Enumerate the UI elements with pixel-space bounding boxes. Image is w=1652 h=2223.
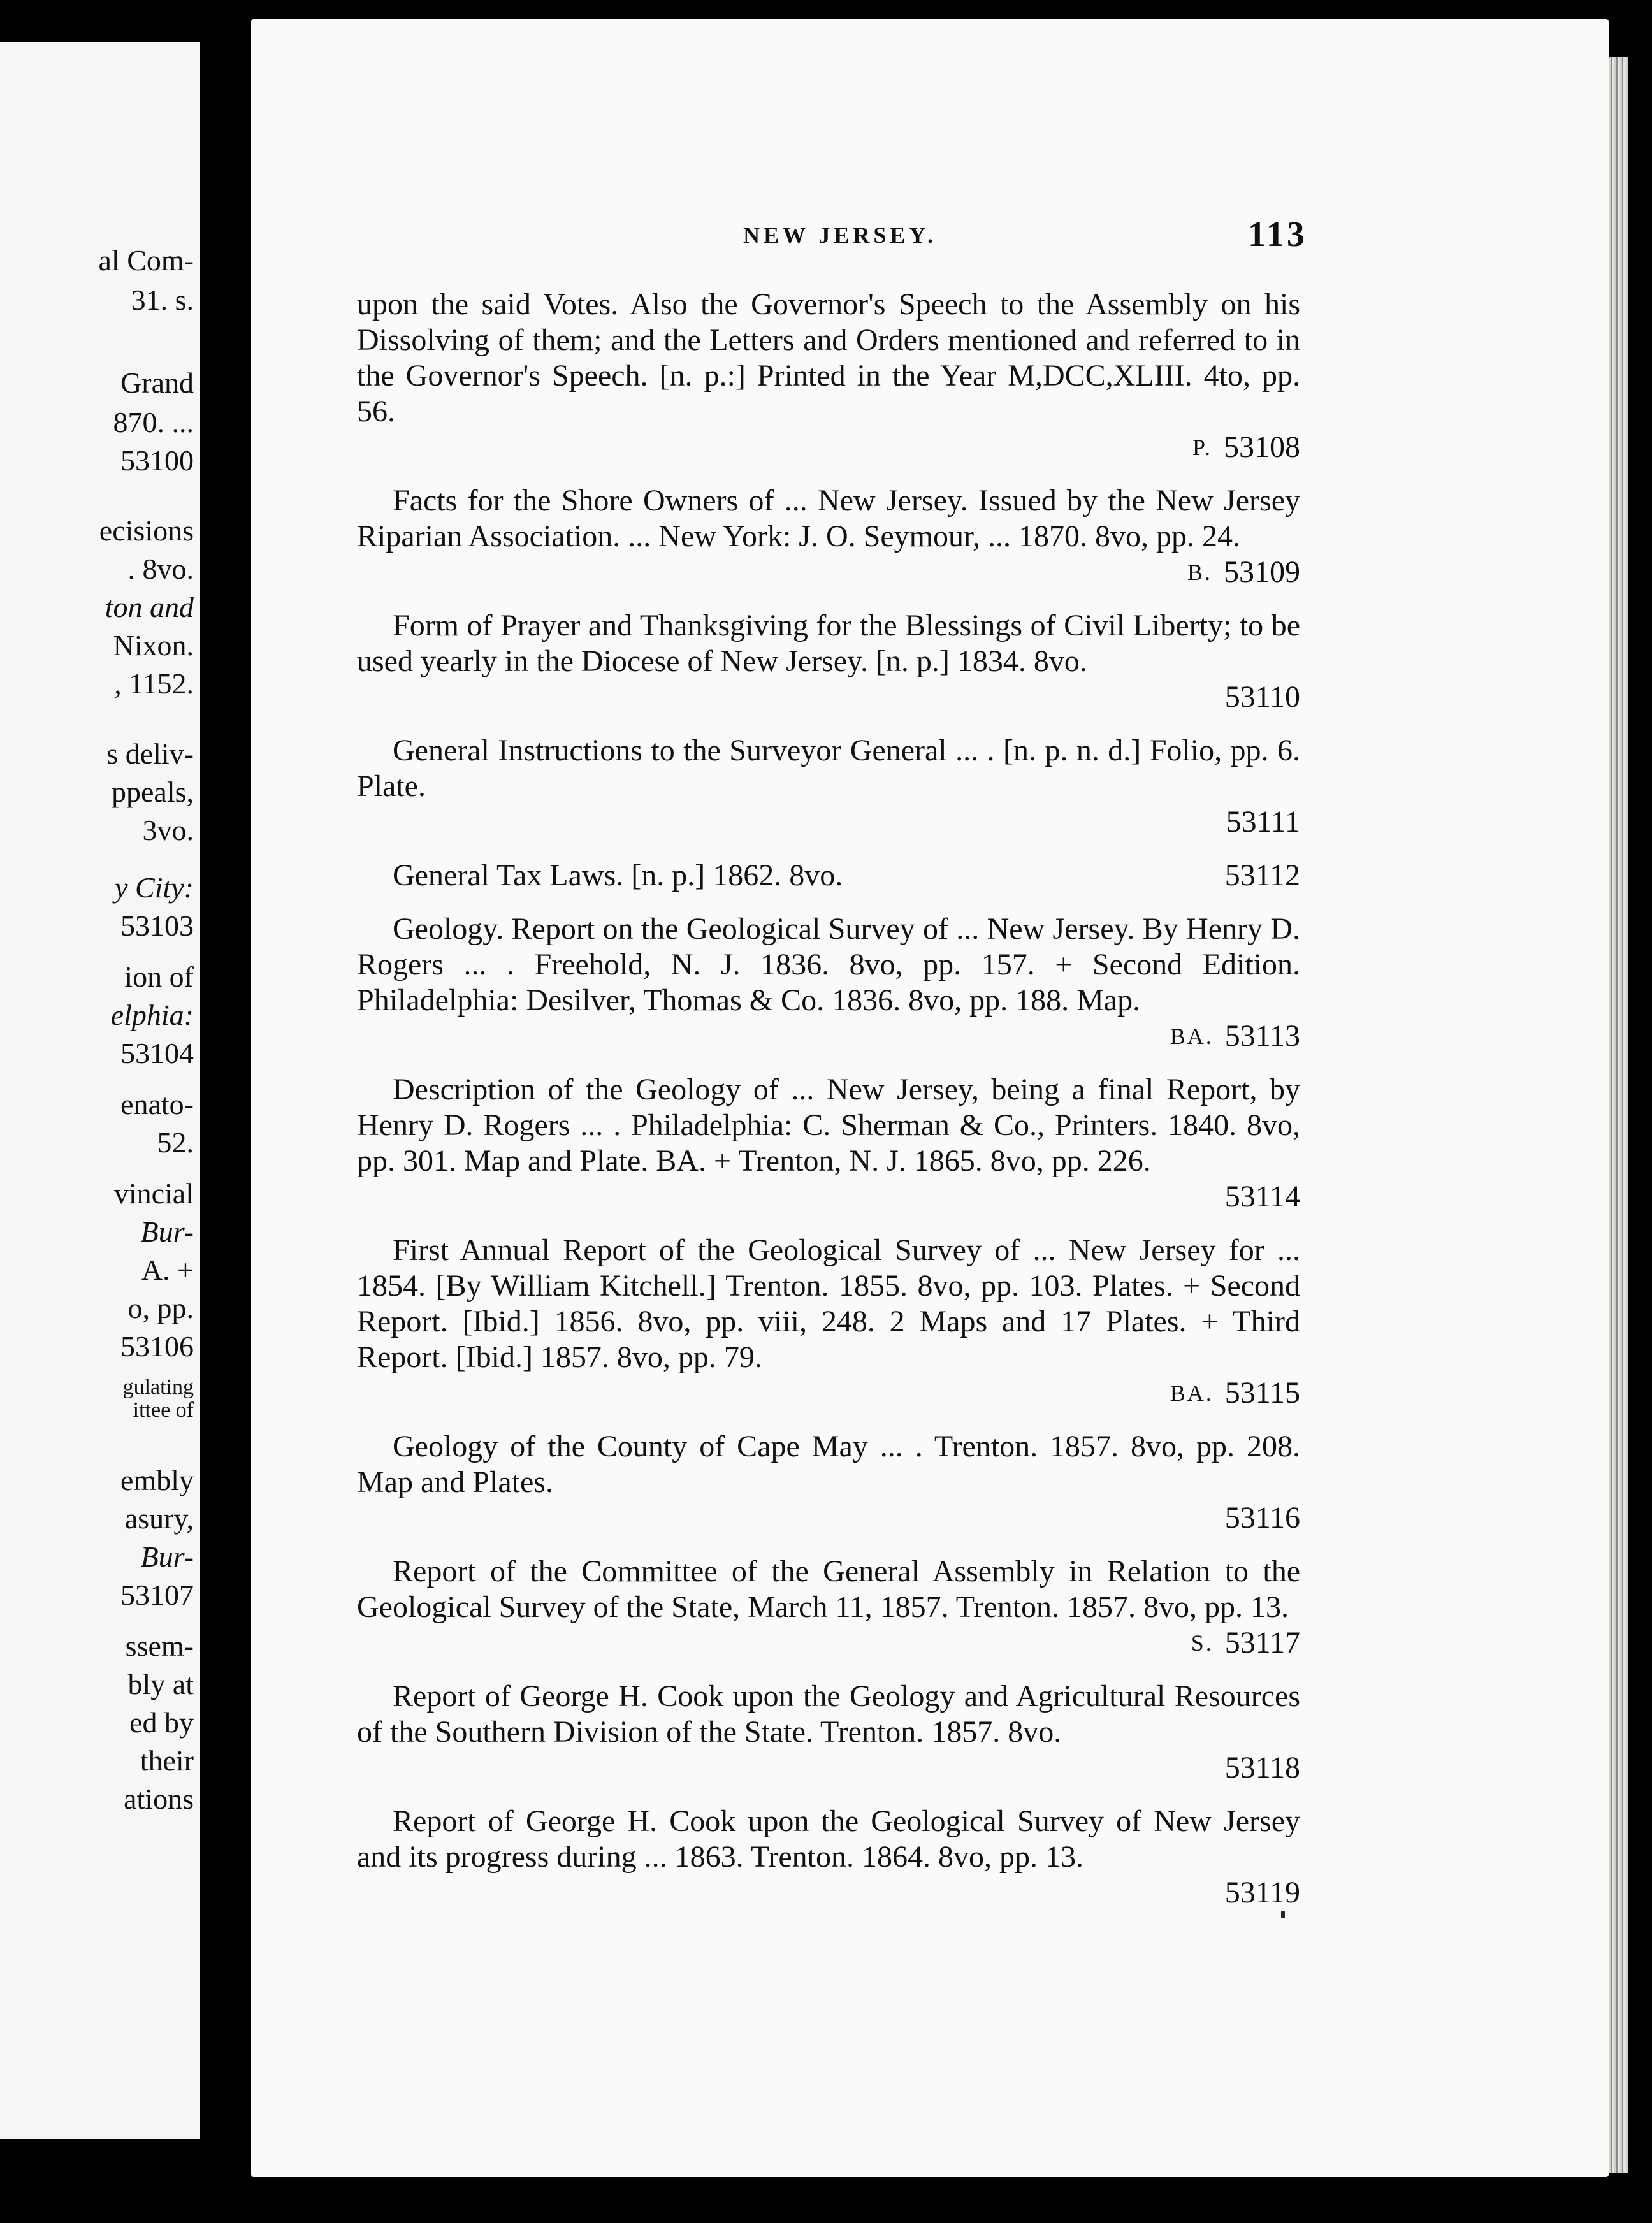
library-code: S. xyxy=(1191,1630,1214,1656)
bibliography-entry xyxy=(357,1679,1300,1786)
facing-page-fragment: ittee of xyxy=(133,1398,194,1422)
facing-page-left xyxy=(0,42,200,2139)
library-code: BA. xyxy=(1170,1380,1214,1406)
bibliography-entries xyxy=(357,287,1300,1929)
facing-page-fragment: . 8vo. xyxy=(127,553,194,585)
entry-number: 53114 xyxy=(1224,1180,1300,1213)
bibliography-entry xyxy=(357,1072,1300,1215)
facing-page-fragment: ton and xyxy=(105,591,194,623)
entry-text: Report of the Committee of the General Assembly in Relation to the Geological Survey of the State, March 11, 1857. Trenton. 1857. 8vo, pp. 13. xyxy=(357,1554,1300,1624)
bibliography-entry xyxy=(357,1429,1300,1536)
facing-page-fragment: 870. ... xyxy=(113,406,194,438)
facing-page-fragment: 53103 xyxy=(120,909,194,942)
facing-page-fragment: s deliv- xyxy=(106,737,194,770)
entry-number: 53113 xyxy=(1224,1019,1300,1053)
facing-page-fragment: ppeals, xyxy=(111,776,194,808)
bibliography-entry xyxy=(357,287,1300,465)
facing-page-fragment: ssem- xyxy=(125,1630,194,1662)
facing-page-fragment: 53106 xyxy=(120,1330,194,1363)
entry-number: 53115 xyxy=(1224,1376,1300,1410)
entry-number: 53109 xyxy=(1224,555,1300,589)
facing-page-fragment: Bur- xyxy=(140,1540,194,1573)
bibliography-entry xyxy=(357,1233,1300,1411)
facing-page-fragment: ations xyxy=(124,1783,194,1815)
bibliography-entry xyxy=(357,608,1300,715)
facing-page-fragment: embly xyxy=(120,1464,194,1496)
facing-page-fragment: y City: xyxy=(115,871,194,904)
facing-page-fragment: bly at xyxy=(127,1668,194,1700)
facing-page-fragment: 3vo. xyxy=(142,814,194,846)
facing-page-fragment: , 1152. xyxy=(114,667,194,700)
entry-number: 53112 xyxy=(1224,858,1300,892)
entry-text: Form of Prayer and Thanksgiving for the Blessings of Civil Liberty; to be used yearly in the Diocese of New Jersey. [n. p.] 1834. 8vo. xyxy=(357,609,1300,678)
entry-text: Description of the Geology of ... New Jersey, being a final Report, by Henry D. Rogers ... . Philadelphia: C. Sherman & Co., Printers. 1840. 8vo, pp. 301. Map and Plate. BA. + Trenton, N. J. 1865. 8vo, pp. 226. xyxy=(357,1073,1300,1178)
entry-text: Geology. Report on the Geological Survey of ... New Jersey. By Henry D. Rogers ... . Freehold, N. J. 1836. 8vo, pp. 157. + Second Edition. Philadelphia: Desilver, Thomas & Co. 1836. 8vo, pp. 188. Map. xyxy=(357,912,1300,1017)
bibliography-entry xyxy=(357,733,1300,840)
entry-text: Geology of the County of Cape May ... . Trenton. 1857. 8vo, pp. 208. Map and Plates. xyxy=(357,1430,1300,1499)
facing-page-fragment: ion of xyxy=(124,960,194,993)
bibliography-entry xyxy=(357,1804,1300,1911)
bibliography-entry xyxy=(357,483,1300,590)
entry-number: 53117 xyxy=(1224,1626,1300,1660)
facing-page-fragment: their xyxy=(140,1744,194,1777)
library-code: B. xyxy=(1187,560,1212,585)
facing-page-fragment: enato- xyxy=(120,1088,194,1120)
facing-page-fragment: 31. s. xyxy=(131,284,194,316)
entry-text: upon the said Votes. Also the Governor's Speech to the Assembly on his Dissolving of them; and the Letters and Orders mentioned and referred to in the Governor's Speech. [n. p.:] Printed in the Year M,DCC,XLIII. 4to, pp. 56. xyxy=(357,287,1300,428)
page-number: 113 xyxy=(1248,215,1307,254)
bibliography-entry xyxy=(357,858,1300,894)
facing-page-fragment: o, pp. xyxy=(127,1292,194,1324)
bibliography-entry xyxy=(357,911,1300,1054)
entry-number: 53118 xyxy=(1224,1751,1300,1785)
ink-speck xyxy=(1281,1911,1285,1918)
entry-text: Facts for the Shore Owners of ... New Jersey. Issued by the New Jersey Riparian Association. ... New York: J. O. Seymour, ... 1870. 8vo, pp. 24. xyxy=(357,484,1300,553)
page-edge-stack xyxy=(1609,57,1628,2173)
facing-page-fragment: Grand xyxy=(120,366,194,399)
entry-number: 53116 xyxy=(1224,1501,1300,1535)
entry-text: Report of George H. Cook upon the Geology and Agricultural Resources of the Southern Division of the State. Trenton. 1857. 8vo. xyxy=(357,1679,1300,1749)
entry-text: General Instructions to the Surveyor General ... . [n. p. n. d.] Folio, pp. 6. Plate. xyxy=(357,734,1300,803)
entry-number: 53110 xyxy=(1224,680,1300,714)
running-head: NEW JERSEY. xyxy=(743,222,938,248)
facing-page-fragment: vincial xyxy=(113,1177,194,1210)
facing-page-fragment: 53104 xyxy=(120,1037,194,1069)
entry-text: Report of George H. Cook upon the Geological Survey of New Jersey and its progress during ... 1863. Trenton. 1864. 8vo, pp. 13. xyxy=(357,1804,1300,1874)
facing-page-fragment: gulating xyxy=(122,1375,194,1399)
facing-page-fragment: 53100 xyxy=(120,444,194,477)
facing-page-fragment: ed by xyxy=(129,1706,194,1739)
entry-number: 53108 xyxy=(1224,430,1300,464)
facing-page-fragment: A. + xyxy=(141,1254,194,1286)
entry-number: 53119 xyxy=(1224,1876,1300,1909)
facing-page-fragment: al Com- xyxy=(98,244,194,277)
facing-page-fragment: 52. xyxy=(157,1126,194,1159)
bibliography-entry xyxy=(357,1554,1300,1661)
facing-page-fragment: Nixon. xyxy=(113,629,194,662)
facing-page-fragment: asury, xyxy=(124,1502,194,1535)
entry-text: First Annual Report of the Geological Survey of ... New Jersey for ... 1854. [By William Kitchell.] Trenton. 1855. 8vo, pp. 103. Plates. + Second Report. [Ibid.] 1856. 8vo, pp. viii, 248. 2 Maps and 17 Plates. + Third Report. [Ibid.] 1857. 8vo, pp. 79. xyxy=(357,1233,1300,1374)
library-code: P. xyxy=(1192,435,1212,460)
facing-page-fragment: Bur- xyxy=(140,1215,194,1248)
entry-number: 53111 xyxy=(1226,805,1300,839)
entry-text: General Tax Laws. [n. p.] 1862. 8vo. xyxy=(393,858,843,892)
facing-page-fragment: ecisions xyxy=(99,514,194,547)
facing-page-fragment: 53107 xyxy=(120,1579,194,1611)
library-code: BA. xyxy=(1170,1024,1214,1049)
facing-page-fragment: elphia: xyxy=(110,999,194,1031)
